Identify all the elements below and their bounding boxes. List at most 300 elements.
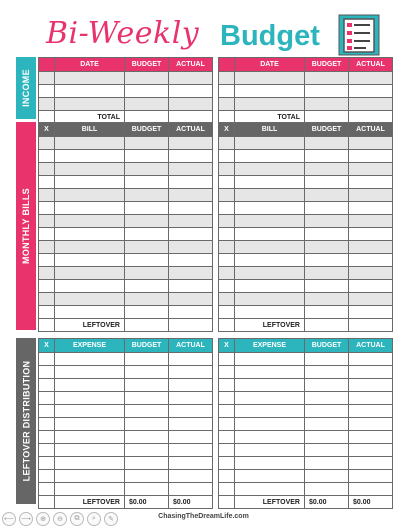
table-row	[39, 228, 213, 241]
table-cell[interactable]	[169, 353, 213, 366]
table-cell[interactable]	[235, 431, 305, 444]
table-cell[interactable]	[125, 137, 169, 150]
table-cell[interactable]	[305, 379, 349, 392]
table-cell[interactable]	[169, 418, 213, 431]
table-row	[219, 280, 393, 293]
table-cell[interactable]	[39, 366, 55, 379]
table-row	[219, 241, 393, 254]
table-cell[interactable]	[219, 366, 235, 379]
table-cell[interactable]	[219, 306, 235, 319]
table-cell[interactable]	[39, 470, 55, 483]
table-row	[219, 293, 393, 306]
col-budget: BUDGET	[305, 58, 349, 72]
title-script: Bi-Weekly	[46, 16, 200, 51]
table-cell[interactable]	[305, 418, 349, 431]
table-cell[interactable]	[125, 431, 169, 444]
col-bill: BILL	[55, 123, 125, 137]
bills-leftover-row	[219, 319, 393, 332]
distribution-leftover-row	[219, 496, 393, 509]
table-cell[interactable]	[39, 202, 55, 215]
table-cell[interactable]	[169, 392, 213, 405]
col-actual: ACTUAL	[349, 58, 393, 72]
table-cell[interactable]	[39, 189, 55, 202]
table-cell[interactable]	[349, 280, 393, 293]
table-cell[interactable]	[219, 150, 235, 163]
table-cell[interactable]	[219, 267, 235, 280]
table-row	[219, 431, 393, 444]
table-cell[interactable]	[169, 431, 213, 444]
table-cell[interactable]	[235, 202, 305, 215]
table-cell[interactable]	[125, 405, 169, 418]
table-cell[interactable]	[305, 241, 349, 254]
table-cell[interactable]	[219, 189, 235, 202]
table-cell[interactable]	[55, 483, 125, 496]
distribution-leftover-row	[39, 496, 213, 509]
table-cell[interactable]	[39, 353, 55, 366]
table-cell[interactable]	[219, 215, 235, 228]
table-cell[interactable]	[55, 202, 125, 215]
table-cell[interactable]	[169, 267, 213, 280]
bills-leftover-row	[39, 319, 213, 332]
table-row	[39, 137, 213, 150]
col-expense: EXPENSE	[55, 339, 125, 353]
table-cell[interactable]	[55, 405, 125, 418]
checklist-icon	[337, 13, 383, 57]
table-cell[interactable]	[39, 418, 55, 431]
table-cell[interactable]	[55, 163, 125, 176]
table-cell[interactable]	[125, 163, 169, 176]
table-row	[39, 353, 213, 366]
table-cell[interactable]	[235, 293, 305, 306]
table-cell[interactable]	[55, 418, 125, 431]
table-row	[219, 366, 393, 379]
table-cell[interactable]	[39, 280, 55, 293]
bills-side-label: MONTHLY BILLS	[16, 122, 36, 330]
table-cell[interactable]	[235, 241, 305, 254]
table-cell[interactable]	[125, 228, 169, 241]
table-cell[interactable]	[219, 241, 235, 254]
table-cell[interactable]	[235, 137, 305, 150]
table-cell[interactable]	[39, 483, 55, 496]
table-cell[interactable]	[235, 306, 305, 319]
table-cell[interactable]	[305, 392, 349, 405]
table-cell[interactable]	[349, 189, 393, 202]
col-actual: ACTUAL	[349, 339, 393, 353]
table-cell[interactable]	[169, 189, 213, 202]
table-cell[interactable]	[55, 306, 125, 319]
table-cell[interactable]	[235, 483, 305, 496]
table-cell[interactable]	[349, 150, 393, 163]
table-cell[interactable]	[219, 228, 235, 241]
table-cell[interactable]	[125, 379, 169, 392]
table-cell[interactable]	[125, 418, 169, 431]
table-cell[interactable]	[169, 215, 213, 228]
table-cell[interactable]	[169, 457, 213, 470]
table-cell[interactable]	[235, 189, 305, 202]
table-cell[interactable]	[219, 353, 235, 366]
table-cell[interactable]	[219, 444, 235, 457]
leftover-label: LEFTOVER	[235, 319, 305, 332]
table-cell[interactable]	[305, 366, 349, 379]
table-row	[219, 215, 393, 228]
total-label: TOTAL	[235, 111, 305, 124]
table-cell[interactable]	[349, 444, 393, 457]
table-row	[39, 189, 213, 202]
col-actual: ACTUAL	[169, 58, 213, 72]
table-cell[interactable]	[39, 215, 55, 228]
total-label: TOTAL	[55, 111, 125, 124]
col-x: X	[219, 123, 235, 137]
table-cell[interactable]	[349, 176, 393, 189]
table-cell[interactable]	[219, 137, 235, 150]
table-cell[interactable]	[125, 176, 169, 189]
table-cell[interactable]	[125, 366, 169, 379]
table-cell[interactable]	[305, 215, 349, 228]
table-row	[219, 202, 393, 215]
table-cell[interactable]	[235, 280, 305, 293]
table-cell[interactable]	[305, 228, 349, 241]
table-cell[interactable]	[305, 444, 349, 457]
table-cell[interactable]	[55, 176, 125, 189]
table-cell[interactable]	[349, 137, 393, 150]
table-cell[interactable]	[349, 483, 393, 496]
col-budget: BUDGET	[305, 339, 349, 353]
table-cell[interactable]	[55, 431, 125, 444]
table-cell[interactable]	[305, 293, 349, 306]
table-cell[interactable]	[39, 163, 55, 176]
search-icon[interactable]: ⌕	[87, 512, 101, 526]
col-date: DATE	[55, 58, 125, 72]
distribution-table-left	[38, 338, 213, 509]
table-row	[219, 254, 393, 267]
table-cell[interactable]	[39, 254, 55, 267]
table-cell[interactable]	[219, 254, 235, 267]
table-cell[interactable]	[235, 163, 305, 176]
table-cell[interactable]	[39, 241, 55, 254]
bills-table-left	[38, 122, 213, 332]
table-cell[interactable]	[305, 137, 349, 150]
income-table-right	[218, 57, 393, 124]
table-cell[interactable]	[235, 366, 305, 379]
table-cell[interactable]	[235, 405, 305, 418]
table-row	[219, 267, 393, 280]
col-x: X	[39, 123, 55, 137]
table-cell[interactable]	[349, 418, 393, 431]
table-row	[39, 150, 213, 163]
table-cell[interactable]	[39, 457, 55, 470]
table-cell[interactable]	[169, 228, 213, 241]
table-row	[39, 379, 213, 392]
table-row	[219, 228, 393, 241]
table-cell[interactable]	[349, 241, 393, 254]
leftover-label: LEFTOVER	[55, 496, 125, 509]
table-cell[interactable]	[349, 392, 393, 405]
table-row	[219, 176, 393, 189]
table-cell[interactable]	[305, 254, 349, 267]
table-cell[interactable]	[39, 176, 55, 189]
table-cell[interactable]	[219, 457, 235, 470]
table-row	[219, 163, 393, 176]
col-expense: EXPENSE	[235, 339, 305, 353]
table-cell[interactable]	[55, 150, 125, 163]
table-cell[interactable]	[55, 444, 125, 457]
table-cell[interactable]	[219, 280, 235, 293]
table-cell[interactable]	[349, 457, 393, 470]
table-cell[interactable]	[39, 379, 55, 392]
table-cell[interactable]	[219, 405, 235, 418]
table-cell[interactable]	[125, 189, 169, 202]
table-cell[interactable]	[39, 392, 55, 405]
table-cell[interactable]	[349, 431, 393, 444]
table-cell[interactable]	[39, 405, 55, 418]
table-cell[interactable]	[169, 176, 213, 189]
table-cell[interactable]	[55, 470, 125, 483]
table-cell[interactable]	[169, 470, 213, 483]
col-actual: ACTUAL	[169, 339, 213, 353]
table-cell[interactable]	[169, 163, 213, 176]
table-row	[39, 306, 213, 319]
table-cell[interactable]	[305, 280, 349, 293]
table-cell[interactable]	[219, 470, 235, 483]
table-cell[interactable]	[55, 215, 125, 228]
table-cell[interactable]	[219, 202, 235, 215]
table-cell[interactable]	[125, 280, 169, 293]
table-row	[39, 202, 213, 215]
table-cell[interactable]	[39, 228, 55, 241]
table-cell[interactable]	[219, 392, 235, 405]
table-cell[interactable]	[305, 150, 349, 163]
table-cell[interactable]	[305, 176, 349, 189]
table-cell[interactable]	[235, 379, 305, 392]
table-row	[39, 267, 213, 280]
table-cell[interactable]	[39, 293, 55, 306]
table-cell[interactable]	[305, 163, 349, 176]
footer	[0, 510, 407, 526]
table-cell[interactable]	[55, 241, 125, 254]
table-cell[interactable]	[235, 444, 305, 457]
table-cell[interactable]	[305, 483, 349, 496]
table-cell[interactable]	[235, 215, 305, 228]
table-cell[interactable]	[349, 366, 393, 379]
table-cell[interactable]	[169, 137, 213, 150]
table-cell[interactable]	[305, 405, 349, 418]
table-cell[interactable]	[39, 306, 55, 319]
table-cell[interactable]	[39, 137, 55, 150]
table-cell[interactable]	[349, 306, 393, 319]
table-row	[219, 470, 393, 483]
col-date: DATE	[235, 58, 305, 72]
leftover-label: LEFTOVER	[235, 496, 305, 509]
table-row	[39, 457, 213, 470]
col-budget: BUDGET	[125, 339, 169, 353]
table-cell[interactable]	[169, 254, 213, 267]
table-cell[interactable]	[219, 163, 235, 176]
actual-total: $0.00	[349, 496, 393, 509]
table-cell[interactable]	[125, 215, 169, 228]
table-cell[interactable]	[235, 392, 305, 405]
page-title	[0, 6, 407, 54]
col-bill: BILL	[235, 123, 305, 137]
income-row	[39, 85, 213, 98]
table-cell[interactable]	[305, 189, 349, 202]
income-row	[219, 98, 393, 111]
table-cell[interactable]	[55, 457, 125, 470]
budget-total: $0.00	[125, 496, 169, 509]
table-row	[219, 379, 393, 392]
table-cell[interactable]	[349, 293, 393, 306]
table-cell[interactable]	[169, 293, 213, 306]
col-budget: BUDGET	[125, 123, 169, 137]
actual-total: $0.00	[169, 496, 213, 509]
col-budget: BUDGET	[125, 58, 169, 72]
table-cell[interactable]	[125, 392, 169, 405]
table-cell[interactable]	[349, 202, 393, 215]
table-row	[39, 176, 213, 189]
table-cell[interactable]	[169, 405, 213, 418]
forward-icon[interactable]: ⟶	[19, 512, 33, 526]
table-cell[interactable]	[305, 306, 349, 319]
table-cell[interactable]	[349, 228, 393, 241]
col-actual: ACTUAL	[169, 123, 213, 137]
table-cell[interactable]	[235, 228, 305, 241]
table-cell[interactable]	[125, 241, 169, 254]
table-cell[interactable]	[125, 150, 169, 163]
edit-icon[interactable]: ✎	[104, 512, 118, 526]
distribution-table-right	[218, 338, 393, 509]
table-cell[interactable]	[305, 353, 349, 366]
table-cell[interactable]	[55, 267, 125, 280]
table-cell[interactable]	[39, 150, 55, 163]
table-row	[39, 405, 213, 418]
table-row	[39, 418, 213, 431]
table-cell[interactable]	[305, 431, 349, 444]
table-cell[interactable]	[235, 353, 305, 366]
table-cell[interactable]	[169, 379, 213, 392]
table-cell[interactable]	[235, 457, 305, 470]
table-row	[219, 353, 393, 366]
table-row	[219, 150, 393, 163]
table-cell[interactable]	[125, 267, 169, 280]
bills-table-right	[218, 122, 393, 332]
table-row	[219, 457, 393, 470]
table-cell[interactable]	[55, 137, 125, 150]
col-budget: BUDGET	[305, 123, 349, 137]
table-cell[interactable]	[219, 379, 235, 392]
table-cell[interactable]	[125, 444, 169, 457]
table-cell[interactable]	[169, 483, 213, 496]
table-cell[interactable]	[125, 254, 169, 267]
income-row	[219, 85, 393, 98]
table-row	[39, 215, 213, 228]
table-cell[interactable]	[125, 483, 169, 496]
table-row	[219, 483, 393, 496]
table-cell[interactable]	[349, 254, 393, 267]
table-row	[219, 306, 393, 319]
table-cell[interactable]	[235, 470, 305, 483]
table-row	[39, 254, 213, 267]
zoom-out-icon[interactable]: ⊖	[53, 512, 67, 526]
table-cell[interactable]	[55, 228, 125, 241]
col-x: X	[39, 339, 55, 353]
table-cell[interactable]	[55, 254, 125, 267]
table-cell[interactable]	[349, 163, 393, 176]
table-cell[interactable]	[39, 431, 55, 444]
table-row	[219, 418, 393, 431]
table-cell[interactable]	[125, 353, 169, 366]
table-cell[interactable]	[235, 254, 305, 267]
table-cell[interactable]	[169, 366, 213, 379]
table-cell[interactable]	[235, 176, 305, 189]
table-row	[219, 444, 393, 457]
table-cell[interactable]	[55, 280, 125, 293]
table-row	[39, 366, 213, 379]
table-cell[interactable]	[235, 150, 305, 163]
title-bold: Budget	[220, 20, 320, 52]
table-cell[interactable]	[219, 176, 235, 189]
table-cell[interactable]	[219, 483, 235, 496]
income-row	[219, 72, 393, 85]
table-cell[interactable]	[305, 470, 349, 483]
table-cell[interactable]	[125, 306, 169, 319]
income-row	[39, 98, 213, 111]
table-cell[interactable]	[349, 405, 393, 418]
table-cell[interactable]	[39, 444, 55, 457]
table-cell[interactable]	[305, 267, 349, 280]
budget-total: $0.00	[305, 496, 349, 509]
table-cell[interactable]	[125, 293, 169, 306]
table-cell[interactable]	[219, 418, 235, 431]
back-icon[interactable]: ⟵	[2, 512, 16, 526]
table-cell[interactable]	[235, 418, 305, 431]
table-cell[interactable]	[305, 457, 349, 470]
table-row	[39, 483, 213, 496]
copy-icon[interactable]: ⧉	[70, 512, 84, 526]
table-cell[interactable]	[349, 215, 393, 228]
table-row	[219, 137, 393, 150]
table-cell[interactable]	[349, 379, 393, 392]
table-cell[interactable]	[169, 306, 213, 319]
income-table-left	[38, 57, 213, 124]
table-cell[interactable]	[55, 353, 125, 366]
distribution-side-label: LEFTOVER DISTRIBUTION	[16, 338, 36, 504]
table-cell[interactable]	[55, 379, 125, 392]
leftover-label: LEFTOVER	[55, 319, 125, 332]
table-cell[interactable]	[125, 202, 169, 215]
table-cell[interactable]	[125, 457, 169, 470]
table-cell[interactable]	[349, 470, 393, 483]
table-cell[interactable]	[169, 280, 213, 293]
table-cell[interactable]	[55, 392, 125, 405]
table-cell[interactable]	[169, 150, 213, 163]
table-cell[interactable]	[169, 241, 213, 254]
table-cell[interactable]	[39, 267, 55, 280]
table-cell[interactable]	[55, 293, 125, 306]
table-row	[39, 444, 213, 457]
table-cell[interactable]	[349, 353, 393, 366]
table-row	[219, 189, 393, 202]
zoom-in-icon[interactable]: ⊕	[36, 512, 50, 526]
table-cell[interactable]	[219, 293, 235, 306]
table-cell[interactable]	[169, 202, 213, 215]
table-cell[interactable]	[55, 366, 125, 379]
table-cell[interactable]	[305, 202, 349, 215]
table-cell[interactable]	[55, 189, 125, 202]
table-cell[interactable]	[349, 267, 393, 280]
table-cell[interactable]	[169, 444, 213, 457]
table-cell[interactable]	[235, 267, 305, 280]
table-cell[interactable]	[125, 470, 169, 483]
table-cell[interactable]	[219, 431, 235, 444]
